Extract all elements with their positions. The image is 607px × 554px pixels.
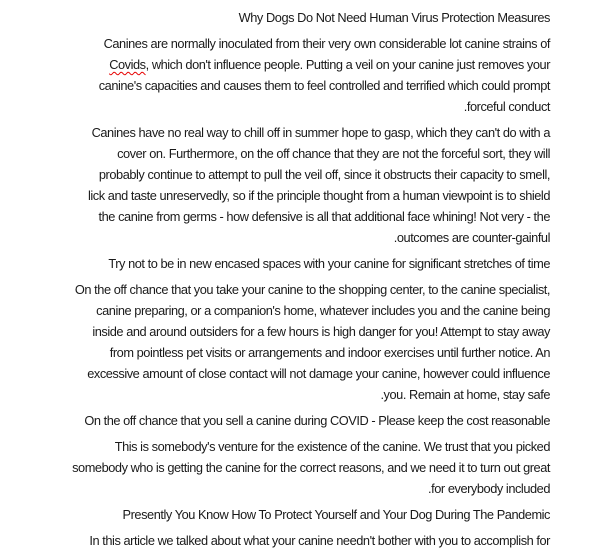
text-line-content — [110, 345, 550, 360]
paragraph — [6, 436, 550, 499]
text-line[interactable] — [6, 530, 550, 551]
text-line-content — [108, 256, 550, 271]
text-line[interactable] — [6, 384, 550, 405]
text-segment: Why Dogs Do Not Need Human Virus Protection Measures — [238, 10, 550, 25]
text-segment: .you. Remain at home, stay safe — [380, 387, 550, 402]
text-segment: Canines have no real way to chill off in summer hope to gasp, which they can't do with a — [91, 125, 550, 140]
text-line[interactable] — [6, 7, 550, 28]
section-heading — [6, 410, 550, 431]
text-line[interactable] — [6, 54, 550, 75]
text-line-content — [464, 99, 550, 114]
text-line-content — [99, 167, 550, 182]
text-segment: the canine from germs - how defensive is all that additional face whining! Not very - the — [98, 209, 550, 224]
text-line[interactable] — [6, 122, 550, 143]
text-segment: somebody who is getting the canine for the correct reasons, and we need it to turn out great — [72, 460, 550, 475]
paragraph — [6, 33, 550, 117]
text-segment: Try not to be in new encased spaces with your canine for significant stretches of time — [108, 256, 550, 271]
text-line[interactable] — [6, 164, 550, 185]
misspelled-word[interactable]: Covids — [109, 57, 146, 72]
text-line-content — [394, 230, 550, 245]
text-segment: canine's capacities and causes them to feel controlled and terrified which could prompt — [98, 78, 550, 93]
text-line[interactable] — [6, 143, 550, 164]
text-line-content — [123, 507, 550, 522]
text-line[interactable] — [6, 436, 550, 457]
text-line-content — [380, 387, 550, 402]
text-line-content — [428, 481, 550, 496]
text-line-content — [99, 209, 550, 224]
text-line[interactable] — [6, 342, 550, 363]
text-segment: This is somebody's venture for the existence of the canine. We trust that you picked — [114, 439, 550, 454]
text-line[interactable] — [6, 504, 550, 525]
text-segment: inside and around outsiders for a few hours is high danger for you! Attempt to stay away — [92, 324, 550, 339]
text-line[interactable] — [6, 206, 550, 227]
text-line-content — [115, 439, 550, 454]
text-segment: On the off chance that you sell a canine during COVID - Please keep the cost reasonable — [84, 413, 550, 428]
text-segment: .outcomes are counter-gainful — [393, 230, 550, 245]
text-line-content — [104, 36, 550, 51]
text-line-content — [92, 324, 550, 339]
text-line[interactable] — [6, 279, 550, 300]
text-segment: .forceful conduct — [463, 99, 550, 114]
text-line[interactable] — [6, 75, 550, 96]
text-segment: Presently You Know How To Protect Yourself and Your Dog During The Pandemic — [122, 507, 550, 522]
text-segment: canine preparing, or a companion's home, whatever includes you and the canine being — [96, 303, 550, 318]
text-line-content — [72, 460, 550, 475]
text-line[interactable] — [6, 363, 550, 384]
text-line[interactable] — [6, 321, 550, 342]
text-line-content — [84, 413, 550, 428]
text-line[interactable] — [6, 410, 550, 431]
text-line[interactable] — [6, 33, 550, 54]
text-line[interactable] — [6, 457, 550, 478]
text-line-content — [92, 125, 550, 140]
text-line-content — [87, 366, 550, 381]
text-line[interactable] — [6, 185, 550, 206]
section-heading — [6, 253, 550, 274]
text-segment: from pointless pet visits or arrangements and indoor exercises until further notice. An — [109, 345, 550, 360]
text-segment: probably continue to attempt to pull the veil off, since it obstructs their capacity to smell, — [98, 167, 550, 182]
text-line-content — [75, 282, 550, 297]
text-line[interactable] — [6, 96, 550, 117]
text-line-content — [117, 146, 550, 161]
text-segment: Canines are normally inoculated from their very own considerable lot canine strains of — [103, 36, 550, 51]
text-segment: excessive amount of close contact will not damage your canine, however could influence — [87, 366, 550, 381]
text-line-content — [109, 57, 550, 72]
text-segment: On the off chance that you take your canine to the shopping center, to the canine specialist, — [74, 282, 550, 297]
text-line[interactable] — [6, 253, 550, 274]
text-line[interactable] — [6, 478, 550, 499]
section-heading — [6, 504, 550, 525]
text-segment: cover on. Furthermore, on the off chance that they are not the forceful sort, they will — [117, 146, 550, 161]
text-segment: lick and taste unreservedly, so if the principle thought from a human viewpoint is to shield — [88, 188, 550, 203]
text-segment: In this article we talked about what your canine needn't bother with you to accomplish for — [89, 533, 550, 548]
text-segment: .for everybody included — [428, 481, 550, 496]
document-title — [6, 7, 550, 28]
text-line-content — [99, 78, 550, 93]
paragraph — [6, 122, 550, 248]
text-line-content — [89, 533, 550, 548]
text-line[interactable] — [6, 227, 550, 248]
text-line[interactable] — [6, 300, 550, 321]
text-segment: , which don't influence people. Putting a veil on your canine just removes your — [145, 57, 550, 72]
paragraph — [6, 530, 550, 551]
text-line-content — [88, 188, 550, 203]
text-line-content — [239, 10, 550, 25]
text-line-content — [96, 303, 550, 318]
paragraph — [6, 279, 550, 405]
